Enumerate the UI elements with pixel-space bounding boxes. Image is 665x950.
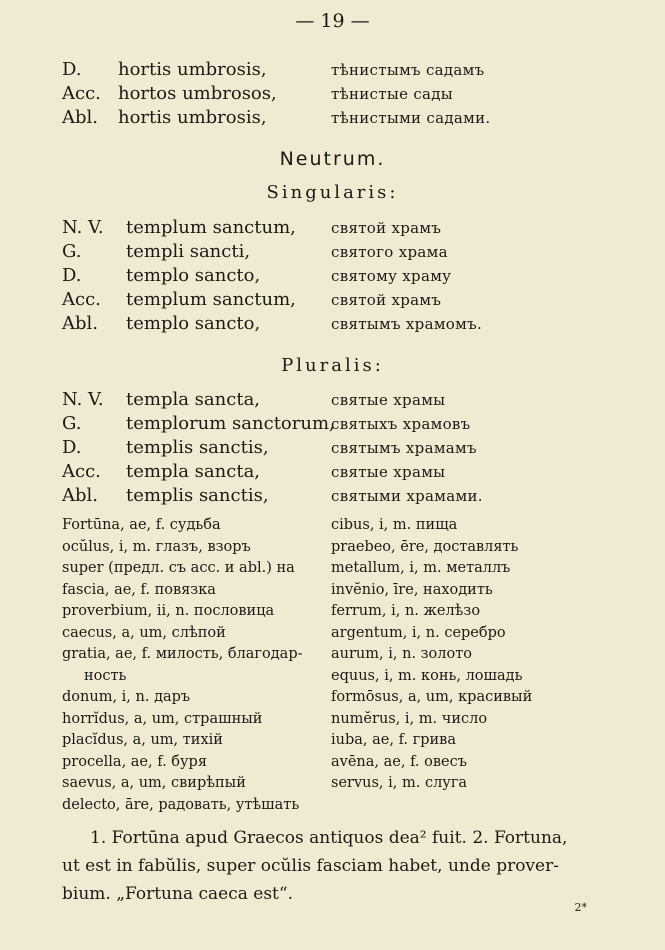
case-label: D. [62, 59, 82, 80]
vocab-entry: iuba, ae, f. грива [331, 732, 456, 748]
table-row [0, 82, 665, 106]
latin-form: templis sanctis, [126, 437, 269, 458]
case-label: D. [62, 437, 82, 458]
latin-form: hortos umbrosos, [118, 83, 277, 104]
russian-form: святого храма [331, 243, 448, 261]
latin-form: hortis umbrosis, [118, 107, 267, 128]
case-label: Abl. [62, 485, 98, 506]
page-number: — 19 — [295, 10, 370, 32]
neutrum-heading: Neutrum. [279, 148, 386, 170]
vocab-entry: donum, i, n. даръ [62, 689, 191, 705]
russian-form: святымъ храмамъ [331, 439, 477, 457]
vocab-entry: procella, ae, f. буря [62, 753, 207, 770]
exercise-line: bium. „Fortuna caeca est“. [62, 884, 293, 904]
case-label: Acc. [62, 461, 101, 482]
vocab-entry: cibus, i, m. пища [331, 517, 458, 533]
vocab-entry: numĕrus, i, m. число [331, 710, 488, 727]
table-row [0, 412, 665, 436]
vocab-entry: avēna, ae, f. овесъ [331, 753, 467, 770]
case-label: N. V. [62, 217, 104, 238]
table-row [0, 106, 665, 130]
vocab-entry: praebeo, ēre, доставлять [331, 538, 519, 555]
vocab-entry: equus, i, m. конь, лошадь [331, 667, 523, 684]
latin-form: templorum sanctorum, [126, 413, 335, 434]
latin-form: templi sancti, [126, 241, 251, 262]
latin-form: templo sancto, [126, 313, 261, 334]
russian-form: святые храмы [331, 463, 446, 481]
vocabulary-left-column [62, 515, 324, 816]
vocab-entry: gratia, ae, f. милость, благодар- [62, 646, 303, 662]
table-row [0, 58, 665, 82]
exercise-line: ut est in fabŭlis, super ocŭlis fasciam habet, unde prover- [62, 856, 559, 876]
table-row [0, 288, 665, 312]
russian-form: святыхъ храмовъ [331, 415, 471, 433]
vocab-entry: ocŭlus, i, m. глазъ, взоръ [62, 538, 251, 555]
latin-form: templa sancta, [126, 389, 261, 410]
vocab-entry: aurum, i, n. золото [331, 646, 472, 662]
case-label: G. [62, 413, 82, 434]
vocabulary-right-column [331, 515, 611, 795]
russian-form: святой храмъ [331, 291, 442, 309]
table-row [0, 436, 665, 460]
pluralis-heading: Pluralis: [281, 355, 384, 376]
vocab-entry: saevus, a, um, свирѣпый [62, 775, 246, 791]
vocab-entry: placĭdus, a, um, тихiй [62, 732, 223, 748]
case-label: Abl. [62, 107, 98, 128]
vocab-entry: Fortūna, ae, f. судьба [62, 517, 221, 533]
printer-signature-mark: 2* [574, 901, 587, 914]
latin-form: hortis umbrosis, [118, 59, 267, 80]
table-row [0, 460, 665, 484]
vocab-entry: argentum, i, n. серебро [331, 624, 506, 641]
vocab-entry: proverbium, ii, n. пословица [62, 603, 275, 619]
case-label: N. V. [62, 389, 104, 410]
vocab-entry-continuation: ность [84, 667, 127, 684]
vocab-entry: delecto, āre, радовать, утѣшать [62, 796, 300, 813]
russian-form: тѣнистые сады [331, 85, 454, 103]
case-label: Abl. [62, 313, 98, 334]
table-row [0, 216, 665, 240]
russian-form: святые храмы [331, 391, 446, 409]
vocab-entry: caecus, a, um, слѣпой [62, 624, 226, 641]
case-label: Acc. [62, 289, 101, 310]
vocab-entry: formōsus, a, um, красивый [331, 689, 533, 705]
table-row [0, 264, 665, 288]
singularis-heading: Singularis: [266, 182, 399, 203]
table-row [0, 388, 665, 412]
vocab-entry: ferrum, i, n. желѣзо [331, 603, 481, 619]
exercise-paragraph [62, 824, 607, 908]
vocab-entry: metallum, i, m. металлъ [331, 560, 511, 576]
russian-form: тѣнистыми садами. [331, 109, 491, 127]
latin-form: templa sancta, [126, 461, 261, 482]
exercise-line: 1. Fortūna apud Graecos antiquos dea² fuit. 2. Fortuna, [90, 828, 568, 848]
vocab-entry: super (предл. съ acc. и abl.) на [62, 560, 295, 576]
vocab-entry: servus, i, m. слуга [331, 775, 468, 791]
russian-form: святымъ храмомъ. [331, 315, 483, 333]
vocab-entry: horrĭdus, a, um, страшный [62, 710, 263, 727]
vocab-entry: fascia, ae, f. повязка [62, 581, 216, 598]
table-row [0, 240, 665, 264]
russian-form: святому храму [331, 267, 452, 285]
russian-form: тѣнистымъ садамъ [331, 61, 485, 79]
latin-form: templis sanctis, [126, 485, 269, 506]
vocab-entry: invĕnio, īre, находить [331, 581, 493, 598]
table-row [0, 484, 665, 508]
case-label: Acc. [62, 83, 101, 104]
latin-form: templum sanctum, [126, 217, 296, 238]
russian-form: святыми храмами. [331, 487, 483, 505]
table-row [0, 312, 665, 336]
russian-form: святой храмъ [331, 219, 442, 237]
latin-form: templo sancto, [126, 265, 261, 286]
case-label: D. [62, 265, 82, 286]
latin-form: templum sanctum, [126, 289, 296, 310]
case-label: G. [62, 241, 82, 262]
